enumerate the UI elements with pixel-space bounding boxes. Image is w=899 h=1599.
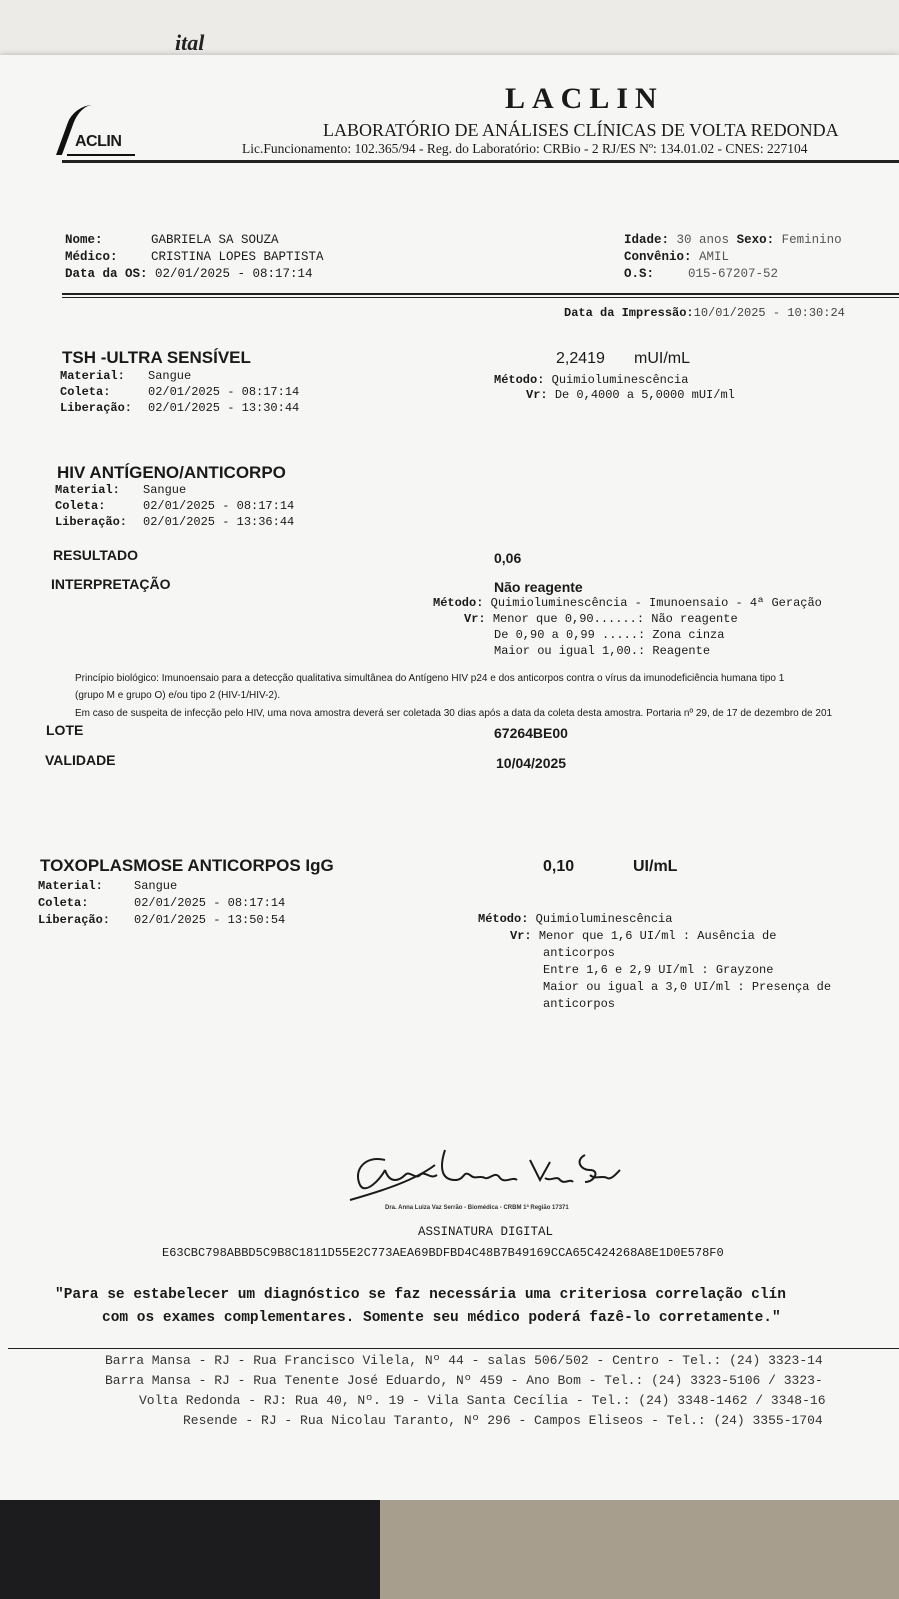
age-sex-row bbox=[624, 233, 842, 247]
tsh-method: Quimioluminescência bbox=[551, 373, 689, 387]
toxo-coleta: 02/01/2025 - 08:17:14 bbox=[134, 896, 286, 910]
insurance-label: Convênio: bbox=[624, 250, 692, 264]
disclaimer-line-2: com os exames complementares. Somente seu médico poderá fazê-lo corretamente." bbox=[102, 1310, 781, 1326]
hiv-principle-line-2: (grupo M e grupo O) e/ou tipo 2 (HIV-1/HIV-2). bbox=[75, 690, 281, 701]
digital-signature-label: ASSINATURA DIGITAL bbox=[418, 1225, 554, 1239]
toxo-method: Quimioluminescência bbox=[535, 912, 673, 926]
toxo-unit: UI/mL bbox=[633, 858, 678, 875]
tsh-coleta: 02/01/2025 - 08:17:14 bbox=[148, 385, 300, 399]
tsh-reference: De 0,4000 a 5,0000 mUI/ml bbox=[554, 388, 735, 402]
os-date-row bbox=[65, 267, 313, 281]
tsh-coleta-row bbox=[60, 385, 299, 399]
lab-name: LACLIN bbox=[505, 82, 664, 115]
hiv-result-value: 0,06 bbox=[494, 550, 522, 566]
tsh-coleta-label: Coleta: bbox=[60, 385, 111, 399]
hiv-method-row bbox=[433, 596, 822, 610]
patient-rule-bottom bbox=[62, 297, 899, 298]
hiv-coleta-row bbox=[55, 499, 294, 513]
validade-value: 10/04/2025 bbox=[496, 755, 567, 771]
hiv-method: Quimioluminescência - Imunoensaio - 4ª Geração bbox=[490, 596, 822, 610]
hiv-liberacao: 02/01/2025 - 13:36:44 bbox=[143, 515, 295, 529]
hiv-interpretation-label: INTERPRETAÇÃO bbox=[51, 576, 171, 592]
tsh-unit: mUI/mL bbox=[634, 350, 690, 367]
tsh-method-row bbox=[494, 373, 688, 387]
toxo-reference-line-5: anticorpos bbox=[543, 997, 616, 1011]
signature-hash: E63CBC798ABBD5C9B8C1811D55E2C773AEA69BDFBD4C48B7B49169CCA65C424268A8E1D0E578F0 bbox=[162, 1246, 724, 1260]
hiv-reference-row bbox=[464, 612, 738, 626]
toxo-reference-line-3: Entre 1,6 e 2,9 UI/ml : Grayzone bbox=[543, 963, 774, 977]
hiv-material-row bbox=[55, 483, 186, 497]
tsh-reference-label: Vr: bbox=[526, 388, 548, 402]
tsh-liberacao-row bbox=[60, 401, 299, 415]
hiv-method-label: Método: bbox=[433, 596, 484, 610]
sex-label: Sexo: bbox=[736, 233, 775, 247]
tsh-material-row bbox=[60, 369, 191, 383]
hiv-interpretation-value: Não reagente bbox=[494, 579, 583, 595]
toxo-coleta-row bbox=[38, 896, 285, 910]
tsh-liberacao: 02/01/2025 - 13:30:44 bbox=[148, 401, 300, 415]
doctor-label: Médico: bbox=[65, 250, 118, 264]
toxo-material-row bbox=[38, 879, 177, 893]
toxo-reference-label: Vr: bbox=[510, 929, 532, 943]
laclin-logo bbox=[65, 105, 135, 165]
toxo-reference-row bbox=[510, 929, 776, 943]
underlying-paper-text: ital bbox=[175, 30, 205, 55]
hiv-reference-line-2: De 0,90 a 0,99 .....: Zona cinza bbox=[494, 628, 725, 642]
print-date: 10/01/2025 - 10:30:24 bbox=[693, 306, 845, 320]
hiv-result-label: RESULTADO bbox=[53, 547, 139, 563]
disclaimer-line-1: "Para se estabelecer um diagnóstico se faz necessária uma criteriosa correlação clín bbox=[55, 1287, 786, 1303]
toxo-reference-line-4: Maior ou igual a 3,0 UI/ml : Presença de bbox=[543, 980, 832, 994]
toxo-material: Sangue bbox=[134, 879, 178, 893]
tsh-reference-row bbox=[526, 388, 735, 402]
hiv-reference-line-3: Maior ou igual 1,00.: Reagente bbox=[494, 644, 711, 658]
lote-label: LOTE bbox=[46, 722, 84, 738]
os-date: 02/01/2025 - 08:17:14 bbox=[155, 267, 313, 281]
toxo-value: 0,10 bbox=[543, 858, 575, 875]
hiv-coleta-label: Coleta: bbox=[55, 499, 106, 513]
lote-value: 67264BE00 bbox=[494, 725, 568, 741]
hiv-principle-line-1: Princípio biológico: Imunoensaio para a detecção qualitativa simultânea do Antígeno HIV p24 e dos anticorpos contra o vírus da imunodeficiência humana tipo 1 bbox=[75, 673, 785, 684]
signature-caption: Dra. Anna Luiza Vaz Serrão - Biomédica - CRBM 1ª Região 17371 bbox=[385, 1205, 569, 1211]
validade-label: VALIDADE bbox=[45, 752, 116, 768]
toxo-method-row bbox=[478, 912, 672, 926]
toxo-liberacao-row bbox=[38, 913, 285, 927]
patient-name-row bbox=[65, 233, 279, 247]
address-barra-mansa-ano-bom: Barra Mansa - RJ - Rua Tenente José Eduardo, Nº 459 - Ano Bom - Tel.: (24) 3323-5106 / 3323- bbox=[105, 1373, 823, 1388]
insurance-value: AMIL bbox=[699, 250, 730, 264]
header-rule bbox=[62, 160, 899, 163]
hiv-reference-line-1: Menor que 0,90......: Não reagente bbox=[492, 612, 738, 626]
lab-title: LABORATÓRIO DE ANÁLISES CLÍNICAS DE VOLTA REDONDA bbox=[323, 120, 839, 140]
hiv-principle-line-3: Em caso de suspeita de infecção pelo HIV, uma nova amostra deverá ser coletada 30 dias após a data da coleta desta amostra. Portaria nº 29, de 17 de dezembro de 201 bbox=[75, 708, 833, 719]
logo-underline bbox=[67, 154, 135, 156]
address-barra-mansa-centro: Barra Mansa - RJ - Rua Francisco Vilela, Nº 44 - salas 506/502 - Centro - Tel.: (24) 3323-14 bbox=[105, 1353, 823, 1368]
hiv-liberacao-row bbox=[55, 515, 294, 529]
toxo-liberacao: 02/01/2025 - 13:50:54 bbox=[134, 913, 286, 927]
patient-name-label: Nome: bbox=[65, 233, 103, 247]
sex-value: Feminino bbox=[781, 233, 842, 247]
hiv-material: Sangue bbox=[143, 483, 187, 497]
toxo-method-label: Método: bbox=[478, 912, 529, 926]
patient-name: GABRIELA SA SOUZA bbox=[151, 233, 279, 247]
patient-rule-top bbox=[62, 293, 899, 295]
print-date-label: Data da Impressão: bbox=[564, 306, 694, 320]
toxo-liberacao-label: Liberação: bbox=[38, 913, 111, 927]
tsh-value: 2,2419 bbox=[556, 350, 605, 367]
doctor-name: CRISTINA LOPES BAPTISTA bbox=[151, 250, 324, 264]
doctor-row bbox=[65, 250, 324, 264]
os-number-label: O.S: bbox=[624, 267, 655, 281]
handwritten-signature bbox=[345, 1140, 625, 1210]
hiv-liberacao-label: Liberação: bbox=[55, 515, 128, 529]
os-date-label: Data da OS: bbox=[65, 267, 148, 281]
tsh-liberacao-label: Liberação: bbox=[60, 401, 133, 415]
tsh-material: Sangue bbox=[148, 369, 192, 383]
toxo-reference-line-1: Menor que 1,6 UI/ml : Ausência de bbox=[538, 929, 777, 943]
os-number: 015-67207-52 bbox=[688, 267, 779, 281]
table-surface-light bbox=[380, 1500, 899, 1599]
address-volta-redonda: Volta Redonda - RJ: Rua 40, Nº. 19 - Vila Santa Cecília - Tel.: (24) 3348-1462 / 3348-16 bbox=[139, 1393, 826, 1408]
toxo-material-label: Material: bbox=[38, 879, 103, 893]
insurance-row bbox=[624, 250, 729, 264]
tsh-material-label: Material: bbox=[60, 369, 125, 383]
toxo-coleta-label: Coleta: bbox=[38, 896, 89, 910]
hiv-coleta: 02/01/2025 - 08:17:14 bbox=[143, 499, 295, 513]
os-number-row bbox=[624, 267, 778, 281]
hiv-title: HIV ANTÍGENO/ANTICORPO bbox=[57, 463, 286, 482]
license-line: Lic.Funcionamento: 102.365/94 - Reg. do Laboratório: CRBio - 2 RJ/ES Nº: 134.01.02 - CNES: 227104 bbox=[242, 141, 808, 156]
address-resende: Resende - RJ - Rua Nicolau Taranto, Nº 296 - Campos Eliseos - Tel.: (24) 3355-1704 bbox=[183, 1413, 823, 1428]
age-label: Idade: bbox=[624, 233, 670, 247]
tsh-title: TSH -ULTRA SENSÍVEL bbox=[62, 348, 251, 367]
age-value: 30 anos bbox=[676, 233, 730, 247]
footer-rule bbox=[8, 1348, 899, 1349]
toxo-title: TOXOPLASMOSE ANTICORPOS IgG bbox=[40, 856, 334, 875]
tsh-method-label: Método: bbox=[494, 373, 545, 387]
print-date-row bbox=[564, 306, 845, 320]
hiv-reference-label: Vr: bbox=[464, 612, 486, 626]
toxo-reference-line-2: anticorpos bbox=[543, 946, 616, 960]
logo-text: ACLIN bbox=[75, 133, 122, 150]
hiv-material-label: Material: bbox=[55, 483, 120, 497]
